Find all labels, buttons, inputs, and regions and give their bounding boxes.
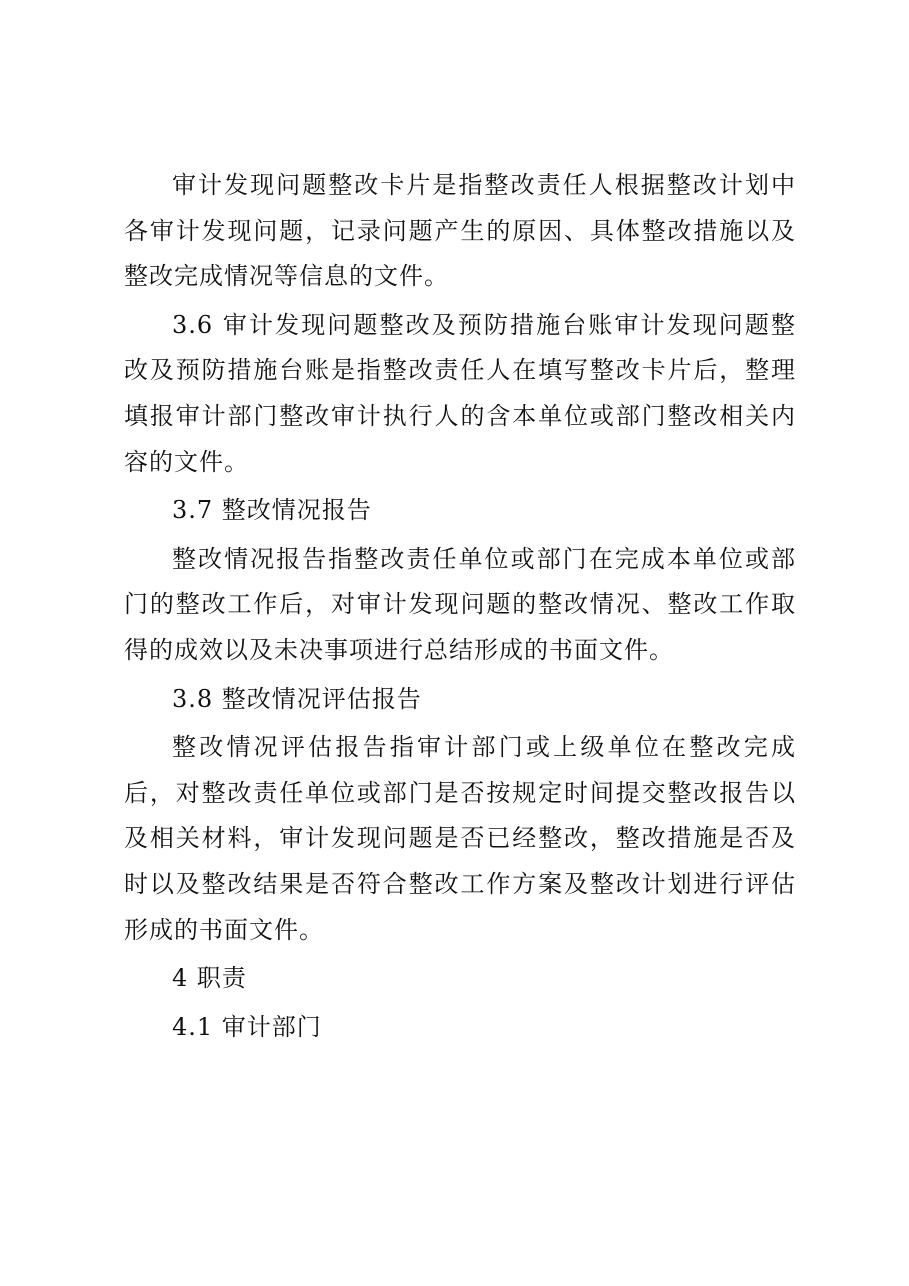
heading-4-1-audit-department: 4.1 审计部门 [172, 1012, 322, 1041]
paragraph-3-6-ledger: 3.6 审计发现问题整改及预防措施台账审计发现问题整改及预防措施台账是指整改责任人在填写整改卡片后，整理填报审计部门整改审计执行人的含本单位或部门整改相关内容的文件。 [124, 310, 796, 476]
paragraph-rectification-report: 整改情况报告指整改责任单位或部门在完成本单位或部门的整改工作后，对审计发现问题的整改情况、整改工作取得的成效以及未决事项进行总结形成的书面文件。 [124, 544, 796, 664]
document-body [124, 163, 796, 1053]
paragraph-rectification-card-definition: 审计发现问题整改卡片是指整改责任人根据整改计划中各审计发现问题，记录问题产生的原因、具体整改措施以及整改完成情况等信息的文件。 [124, 171, 796, 291]
heading-4-responsibilities: 4 职责 [172, 964, 247, 993]
paragraph-evaluation-report: 整改情况评估报告指审计部门或上级单位在整改完成后，对整改责任单位或部门是否按规定时间提交整改报告以及相关材料，审计发现问题是否已经整改，整改措施是否及时以及整改结果是否符合整改工作方案及整改计划进行评估形成的书面文件。 [124, 733, 796, 944]
heading-3-7: 3.7 整改情况报告 [172, 496, 372, 525]
heading-3-8: 3.8 整改情况评估报告 [172, 684, 422, 713]
